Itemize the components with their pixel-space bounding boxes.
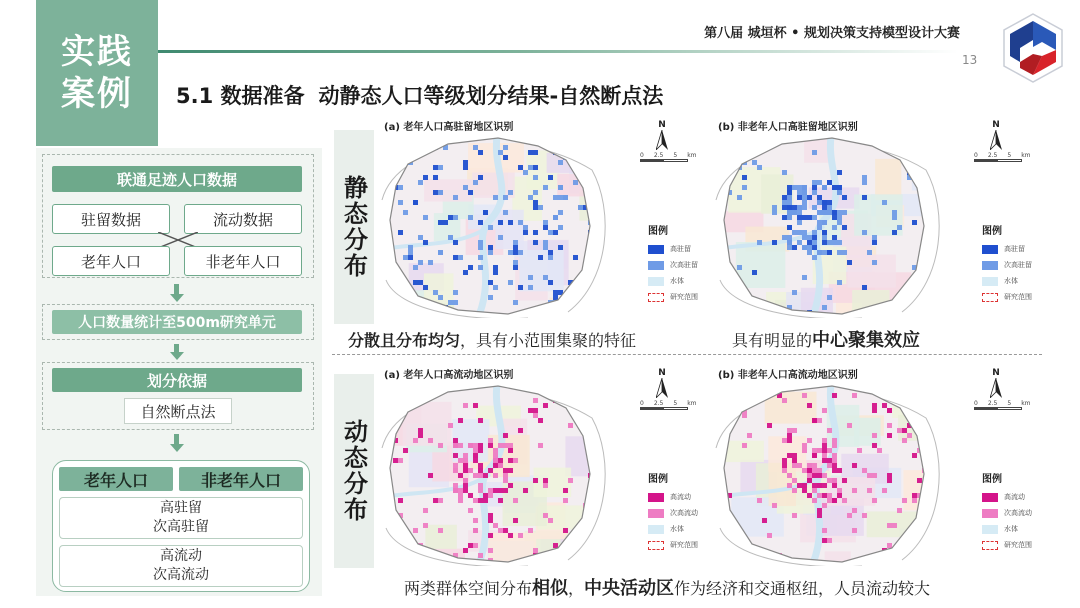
- legend-item: 研究范围: [648, 289, 698, 305]
- flow-arrow-2-head: [170, 352, 184, 360]
- legend-item: 水体: [982, 273, 1032, 289]
- north-arrow-icon: N: [656, 120, 668, 153]
- section-divider: [332, 354, 1042, 355]
- legend-item: 次高驻留: [648, 257, 698, 273]
- map-dynamic-elderly: [378, 366, 718, 566]
- section-badge: [36, 0, 158, 146]
- scale-bar: 0 2.5 5 km: [640, 400, 697, 410]
- dynamic-level-high: 高流动: [160, 548, 202, 564]
- caption-static-left: 分散且分布均匀，具有小范围集聚的特征: [348, 331, 637, 350]
- map-title: (b) 非老年人口高流动地区识别: [718, 370, 858, 381]
- page-number: 13: [962, 53, 978, 67]
- map-static-non-elderly: [712, 118, 1052, 318]
- caption-static-right: 具有明显的中心聚集效应: [732, 330, 921, 351]
- group-elderly: 老年人口: [59, 467, 173, 491]
- title-section: 5.1 数据准备: [176, 84, 305, 108]
- legend-item: 高驻留: [648, 241, 698, 257]
- map-legend: [982, 470, 1032, 553]
- map-graphic: [712, 378, 942, 566]
- legend-item: 高驻留: [982, 241, 1032, 257]
- legend-item: 研究范围: [982, 537, 1032, 553]
- legend-item: 水体: [648, 273, 698, 289]
- dynamic-levels-box: [59, 545, 303, 587]
- legend-item: 研究范围: [648, 537, 698, 553]
- contest-logo-icon: [1000, 12, 1066, 84]
- map-legend: [648, 470, 698, 553]
- data-type-flow: 流动数据: [184, 204, 302, 234]
- legend-title: 图例: [982, 474, 1002, 485]
- scale-bar: 0 2.5 5 km: [974, 400, 1031, 410]
- static-section-label: 静态分布: [334, 130, 374, 324]
- contest-name: 第八届 城垣杯 • 规划决策支持模型设计大赛: [704, 26, 960, 41]
- map-title: (a) 老年人口高驻留地区识别: [384, 122, 514, 133]
- north-arrow-icon: N: [990, 368, 1002, 401]
- legend-item: 水体: [982, 521, 1032, 537]
- result-panel: [52, 460, 310, 592]
- map-title: (b) 非老年人口高驻留地区识别: [718, 122, 858, 133]
- map-legend: [648, 222, 698, 305]
- title-subtitle: 动静态人口等级划分结果-自然断点法: [318, 84, 664, 108]
- flow-arrow-1-head: [170, 294, 184, 302]
- map-graphic: [378, 378, 608, 566]
- flow-arrow-3-head: [170, 444, 184, 452]
- basis-title: 划分依据: [52, 368, 302, 392]
- legend-item: 高流动: [982, 489, 1032, 505]
- method-box: 自然断点法: [124, 398, 232, 424]
- legend-item: 次高流动: [648, 505, 698, 521]
- legend-item: 次高驻留: [982, 257, 1032, 273]
- population-elderly: 老年人口: [52, 246, 170, 276]
- caption-dynamic: 两类群体空间分布相似，中央活动区作为经济和交通枢纽，人员流动较大: [404, 578, 931, 599]
- map-graphic: [712, 130, 942, 318]
- north-arrow-icon: N: [656, 368, 668, 401]
- scale-bar: 0 2.5 5 km: [974, 152, 1031, 162]
- static-levels-box: [59, 497, 303, 539]
- legend-item: 研究范围: [982, 289, 1032, 305]
- legend-item: 水体: [648, 521, 698, 537]
- map-title: (a) 老年人口高流动地区识别: [384, 370, 514, 381]
- source-title: 联通足迹人口数据: [52, 166, 302, 192]
- slide-title: [176, 80, 663, 110]
- data-flow-panel: [36, 148, 322, 596]
- header-divider: [158, 50, 958, 53]
- dynamic-level-sub: 次高流动: [153, 567, 209, 583]
- north-arrow-icon: N: [990, 120, 1002, 153]
- scale-bar: 0 2.5 5 km: [640, 152, 697, 162]
- map-legend: [982, 222, 1032, 305]
- badge-line-2: 案例: [61, 74, 133, 114]
- static-level-sub: 次高驻留: [153, 519, 209, 535]
- legend-item: 次高流动: [982, 505, 1032, 521]
- badge-line-1: 实践: [61, 32, 133, 72]
- legend-title: 图例: [648, 226, 668, 237]
- legend-title: 图例: [982, 226, 1002, 237]
- legend-title: 图例: [648, 474, 668, 485]
- group-non-elderly: 非老年人口: [179, 467, 303, 491]
- stat-step: 人口数量统计至500m研究单元: [52, 310, 302, 334]
- population-non-elderly: 非老年人口: [184, 246, 302, 276]
- data-type-stay: 驻留数据: [52, 204, 170, 234]
- map-dynamic-non-elderly: [712, 366, 1052, 566]
- static-level-high: 高驻留: [160, 500, 202, 516]
- map-graphic: [378, 130, 608, 318]
- legend-item: 高流动: [648, 489, 698, 505]
- dynamic-section-label: 动态分布: [334, 374, 374, 568]
- map-static-elderly: [378, 118, 718, 318]
